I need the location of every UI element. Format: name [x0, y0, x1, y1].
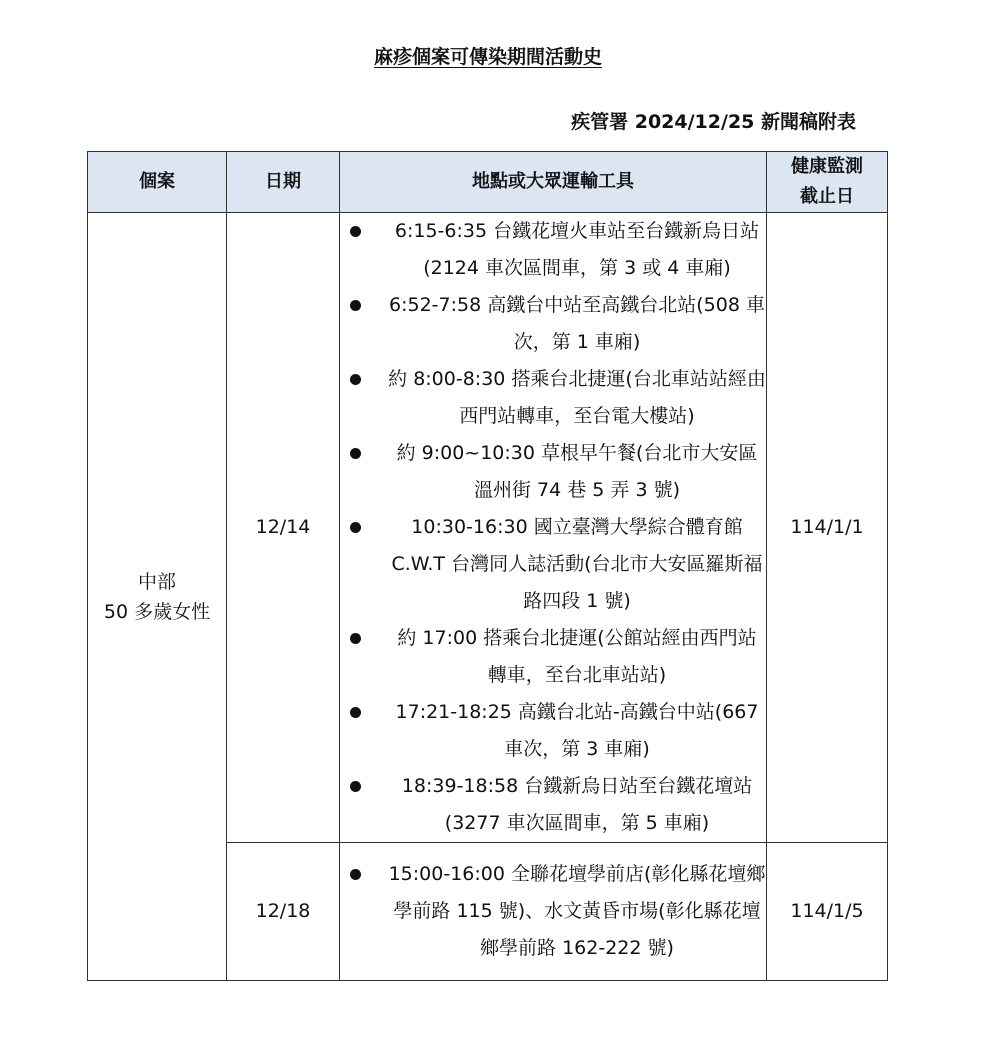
document-title-text: 麻疹個案可傳染期間活動史 — [373, 46, 602, 68]
activity-list-cell — [340, 213, 767, 843]
bullet-icon — [350, 226, 361, 237]
list-item — [340, 856, 766, 967]
activity-text: 6:15-6:35 台鐵花壇火車站至台鐵新烏日站(2124 車次區間車，第 3 或 4 車廂) — [394, 220, 760, 279]
list-item — [340, 213, 766, 287]
list-item — [340, 620, 766, 694]
date-cell: 12/18 — [227, 843, 340, 981]
header-location: 地點或大眾運輸工具 — [340, 152, 767, 213]
list-item — [340, 768, 766, 842]
activity-text: 10:30-16:30 國立臺灣大學綜合體育館 C.W.T 台灣同人誌活動(台北市大安區羅斯福路四段 1 號) — [391, 516, 763, 612]
activity-text: 17:21-18:25 高鐵台北站-高鐵台中站(667 車次，第 3 車廂) — [395, 701, 759, 760]
activity-list-cell — [340, 843, 767, 981]
activity-table — [87, 151, 888, 981]
case-description: 50 多歲女性 — [103, 600, 211, 623]
activity-text: 約 9:00~10:30 草根早午餐(台北市大安區溫州街 74 巷 5 弄 3 號) — [396, 442, 758, 501]
list-item — [340, 694, 766, 768]
list-item — [340, 287, 766, 361]
monitor-end-cell: 114/1/5 — [767, 843, 888, 981]
list-item — [340, 361, 766, 435]
bullet-icon — [350, 781, 361, 792]
bullet-icon — [350, 448, 361, 459]
bullet-icon — [350, 869, 361, 880]
list-item — [340, 435, 766, 509]
document-title — [0, 44, 976, 70]
case-cell — [88, 213, 227, 981]
activity-list — [340, 213, 766, 842]
bullet-icon — [350, 707, 361, 718]
activity-text: 約 17:00 搭乘台北捷運(公館站經由西門站轉車，至台北車站站) — [397, 627, 757, 686]
header-case: 個案 — [88, 152, 227, 213]
monitor-end-cell: 114/1/1 — [767, 213, 888, 843]
list-item — [340, 509, 766, 620]
header-monitor-line2: 截止日 — [800, 186, 854, 207]
bullet-icon — [350, 633, 361, 644]
case-region: 中部 — [137, 570, 176, 593]
activity-list — [340, 856, 766, 967]
date-cell: 12/14 — [227, 213, 340, 843]
bullet-icon — [350, 522, 361, 533]
header-date: 日期 — [227, 152, 340, 213]
activity-text: 約 8:00-8:30 搭乘台北捷運(台北車站站經由西門站轉車，至台電大樓站) — [388, 368, 766, 427]
activity-text: 15:00-16:00 全聯花壇學前店(彰化縣花壇鄉學前路 115 號)、水文黃昏市場(彰化縣花壇鄉學前路 162-222 號) — [388, 863, 766, 959]
header-monitor-line1: 健康監測 — [791, 156, 863, 177]
header-monitor-end — [767, 152, 888, 213]
activity-text: 18:39-18:58 台鐵新烏日站至台鐵花壇站(3277 車次區間車，第 5 車廂) — [401, 775, 753, 834]
document-subtitle: 疾管署 2024/12/25 新聞稿附表 — [571, 111, 856, 133]
bullet-icon — [350, 374, 361, 385]
activity-text: 6:52-7:58 高鐵台中站至高鐵台北站(508 車次，第 1 車廂) — [389, 294, 765, 353]
table-row — [88, 213, 888, 843]
table-header-row — [88, 152, 888, 213]
bullet-icon — [350, 300, 361, 311]
